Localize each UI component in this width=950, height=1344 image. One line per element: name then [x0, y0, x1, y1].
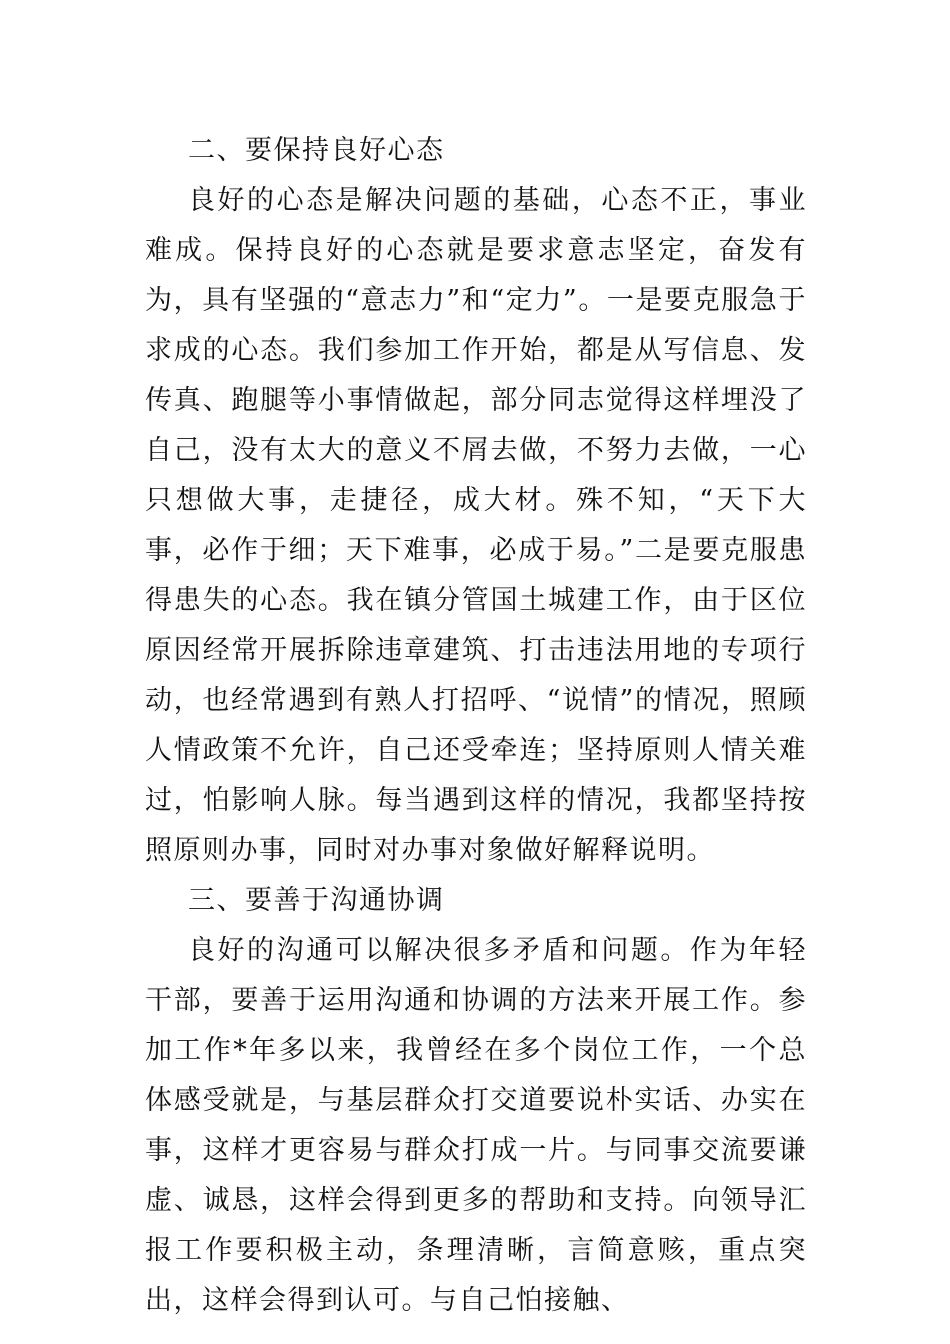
document-body [145, 126, 807, 1326]
section-3-paragraph: 良好的沟通可以解决很多矛盾和问题。作为年轻干部，要善于运用沟通和协调的方法来开展工作。参加工作*年多以来，我曾经在多个岗位工作，一个总体感受就是，与基层群众打交道要说朴实话、办实在事，这样才更容易与群众打成一片。与同事交流要谦虚、诚恳，这样会得到更多的帮助和支持。向领导汇报工作要积极主动，条理清晰，言简意赅，重点突出，这样会得到认可。与自己怕接触、 [145, 935, 807, 1316]
section-2-heading: 二、要保持良好心态 [188, 135, 445, 166]
section-3-heading: 三、要善于沟通协调 [188, 885, 445, 916]
section-2-paragraph: 良好的心态是解决问题的基础，心态不正，事业难成。保持良好的心态就是要求意志坚定，奋发有为，具有坚强的“意志力”和“定力”。一是要克服急于求成的心态。我们参加工作开始，都是从写信息、发传真、跑腿等小事情做起，部分同志觉得这样埋没了自己，没有太大的意义不屑去做，不努力去做，一心只想做大事，走捷径，成大材。殊不知，“天下大事，必作于细；天下难事，必成于易。”二是要克服患得患失的心态。我在镇分管国土城建工作，由于区位原因经常开展拆除违章建筑、打击违法用地的专项行动，也经常遇到有熟人打招呼、“说情”的情况，照顾人情政策不允许，自己还受牵连；坚持原则人情关难过，怕影响人脉。每当遇到这样的情况，我都坚持按照原则办事，同时对办事对象做好解释说明。 [145, 185, 807, 866]
